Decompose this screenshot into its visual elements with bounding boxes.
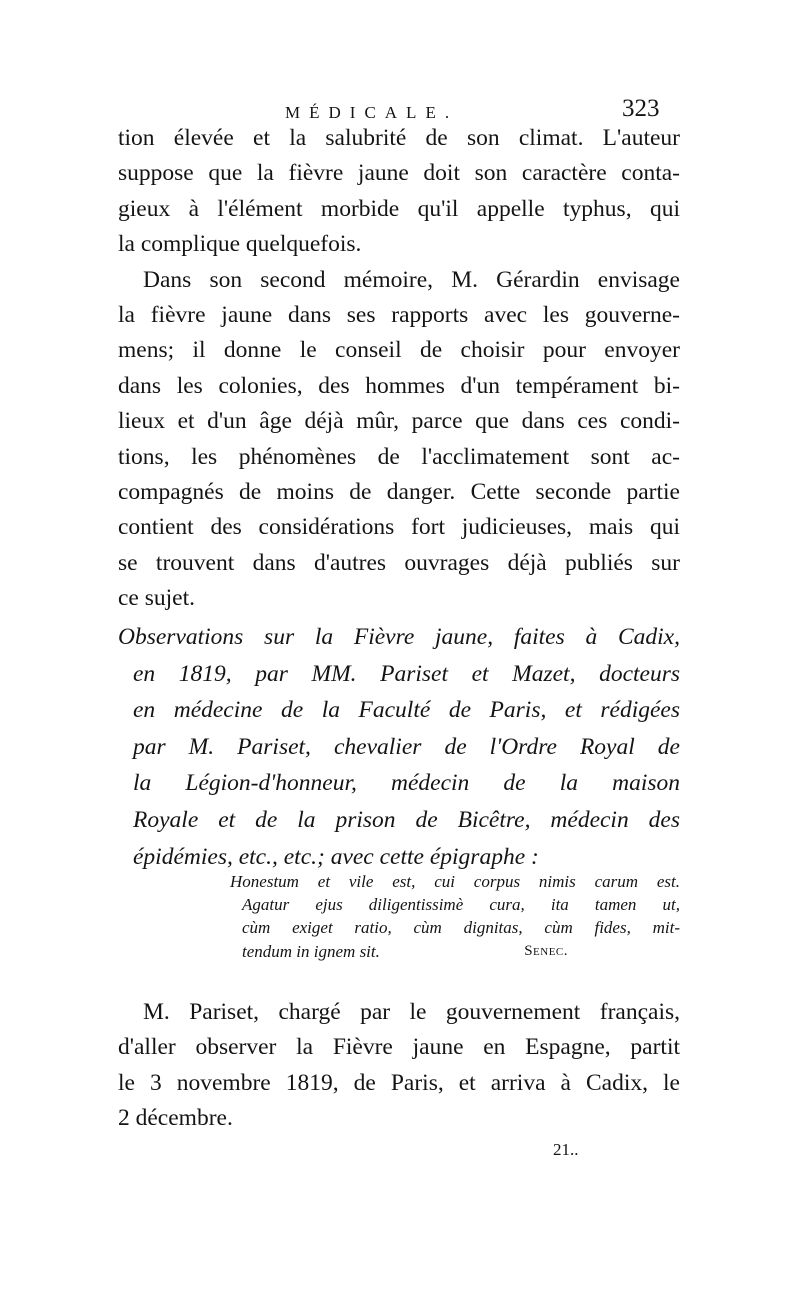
signature-mark: 21.. bbox=[553, 1140, 579, 1159]
text-line: compagnés de moins de danger. Cette seconde partie bbox=[118, 479, 680, 506]
text-line: dans les colonies, des hommes d'un tempérament bi- bbox=[118, 372, 680, 399]
heading-line: Observations sur la Fièvre jaune, faites à Cadix, bbox=[118, 624, 680, 650]
heading-line: en médecine de la Faculté de Paris, et rédigées bbox=[133, 697, 680, 724]
heading-line: en 1819, par MM. Pariset et Mazet, docteurs bbox=[133, 660, 680, 687]
text-line: contient des considérations fort judicieuses, mais qui bbox=[118, 514, 680, 541]
epigraph-source: Senec. bbox=[524, 943, 568, 959]
text-line: mens; il donne le conseil de choisir pour envoyer bbox=[118, 337, 680, 364]
heading-line: Royale et de la prison de Bicêtre, médecin des bbox=[133, 806, 680, 833]
text-line: tions, les phénomènes de l'acclimatement sont ac- bbox=[118, 443, 680, 470]
body-text bbox=[118, 121, 680, 617]
text-line: tion élevée et la salubrité de son climat. L'auteur bbox=[118, 125, 680, 151]
running-title: MÉDICALE. bbox=[285, 103, 459, 122]
epigraph-line: tendum in ignem sit. bbox=[242, 941, 380, 961]
text-line: d'aller observer la Fièvre jaune en Espagne, partit bbox=[118, 1034, 680, 1061]
heading-line: par M. Pariset, chevalier de l'Ordre Royal de bbox=[133, 733, 680, 760]
epigraph-line: Agatur ejus diligentissimè cura, ita tamen ut, bbox=[242, 895, 680, 915]
epigraph bbox=[230, 870, 680, 963]
final-paragraph bbox=[118, 995, 680, 1137]
text-line: suppose que la fièvre jaune doit son caractère conta- bbox=[118, 160, 680, 187]
page-number: 323 bbox=[622, 95, 660, 122]
heading-line: la Légion-d'honneur, médecin de la maison bbox=[133, 770, 680, 797]
text-line: M. Pariset, chargé par le gouvernement français, bbox=[143, 999, 680, 1025]
text-line: le 3 novembre 1819, de Paris, et arriva à Cadix, le bbox=[118, 1069, 680, 1096]
text-line: lieux et d'un âge déjà mûr, parce que dans ces condi- bbox=[118, 408, 680, 435]
section-heading bbox=[118, 619, 680, 875]
text-line: 2 décembre. bbox=[118, 1105, 233, 1132]
epigraph-line: cùm exiget ratio, cùm dignitas, cùm fides, mit- bbox=[242, 918, 680, 938]
text-line: ce sujet. bbox=[118, 585, 195, 612]
text-line: se trouvent dans d'autres ouvrages déjà publiés sur bbox=[118, 549, 680, 576]
text-line: la fièvre jaune dans ses rapports avec les gouverne- bbox=[118, 302, 680, 329]
epigraph-line: Honestum et vile est, cui corpus nimis carum est. bbox=[230, 872, 680, 891]
text-line: gieux à l'élément morbide qu'il appelle typhus, qui bbox=[118, 195, 680, 222]
text-line: la complique quelquefois. bbox=[118, 231, 362, 258]
heading-line: épidémies, etc., etc.; avec cette épigraphe : bbox=[133, 843, 539, 870]
text-line: Dans son second mémoire, M. Gérardin envisage bbox=[143, 266, 680, 293]
